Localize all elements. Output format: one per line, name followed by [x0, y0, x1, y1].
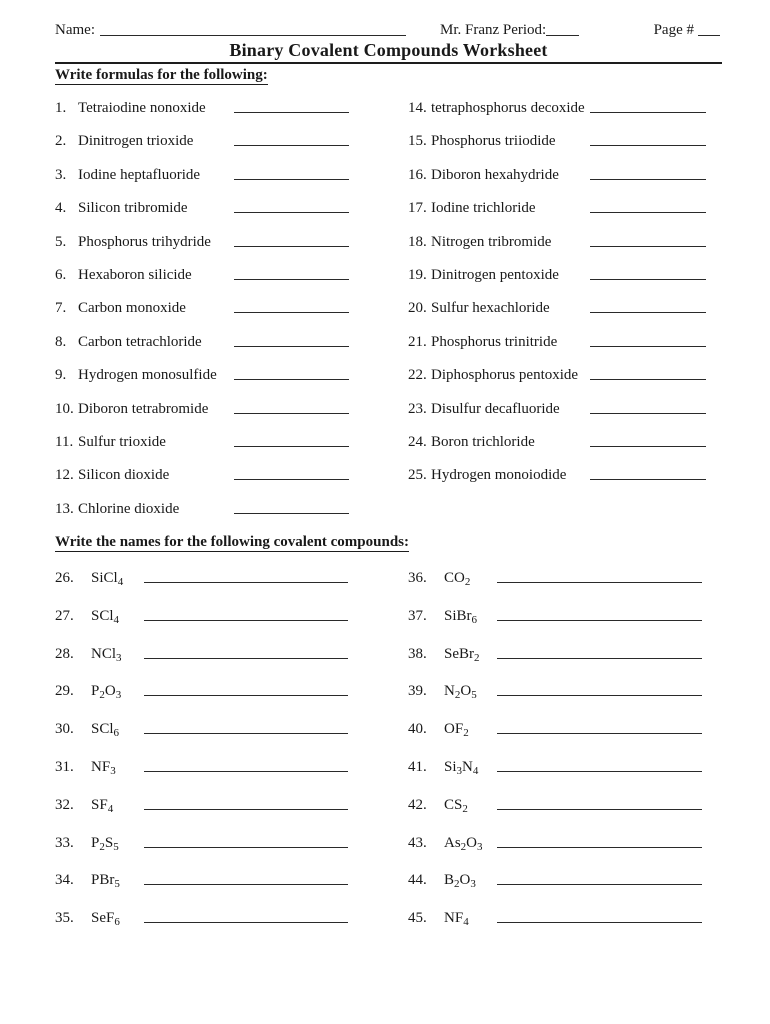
compound-formula: SiBr$_6$	[444, 607, 478, 626]
compound-formula: $CS_2$	[444, 796, 468, 815]
worksheet-item	[55, 682, 408, 720]
worksheet-item	[408, 299, 722, 332]
worksheet-item	[55, 871, 408, 909]
worksheet-item	[408, 607, 722, 645]
item-number: 35.	[55, 910, 74, 927]
answer-blank[interactable]	[144, 884, 348, 885]
answer-blank[interactable]	[234, 379, 349, 380]
page-number-group	[654, 21, 720, 39]
worksheet-item	[408, 834, 722, 872]
item-number: 1.	[55, 100, 67, 116]
answer-blank[interactable]	[497, 922, 702, 923]
worksheet-item	[408, 166, 722, 199]
item-number: 44.	[408, 872, 427, 889]
answer-blank[interactable]	[497, 771, 702, 772]
section1-heading-wrap	[55, 66, 722, 85]
answer-blank[interactable]	[234, 212, 349, 213]
worksheet-item	[55, 333, 408, 366]
answer-blank[interactable]	[144, 695, 348, 696]
answer-blank[interactable]	[590, 312, 706, 313]
item-number: 38.	[408, 645, 427, 662]
item-number: 25.	[408, 467, 427, 484]
answer-blank[interactable]	[497, 847, 702, 848]
answer-blank[interactable]	[144, 582, 348, 583]
answer-blank[interactable]	[144, 809, 348, 810]
compound-name: Nitrogen tribromide	[431, 233, 552, 250]
item-number: 29.	[55, 683, 74, 700]
compound-formula: SeF$_6$	[91, 910, 120, 929]
worksheet-item	[408, 645, 722, 683]
item-number: 28.	[55, 645, 74, 662]
item-number: 30.	[55, 721, 74, 738]
compound-formula: $Si_3N_4$	[444, 759, 479, 778]
compound-formula: $NF_3$	[91, 759, 116, 778]
worksheet-item	[408, 682, 722, 720]
period-blank[interactable]	[546, 24, 579, 36]
compound-formula: SCl$_6$	[91, 721, 120, 740]
item-number: 20.	[408, 300, 427, 317]
section2-questions	[55, 569, 722, 947]
item-number: 14.	[408, 100, 427, 116]
worksheet-item	[55, 99, 408, 132]
compound-formula: $B_2O_3$	[444, 872, 476, 891]
item-number: 3.	[55, 166, 67, 183]
title-rule	[55, 62, 722, 64]
section2-left-column	[55, 569, 408, 947]
page-content	[55, 0, 722, 947]
worksheet-item	[408, 132, 722, 165]
worksheet-item	[55, 266, 408, 299]
item-number: 27.	[55, 607, 74, 624]
answer-blank[interactable]	[144, 658, 348, 659]
answer-blank[interactable]	[234, 179, 349, 180]
item-number: 19.	[408, 266, 427, 283]
answer-blank[interactable]	[497, 695, 702, 696]
compound-name: Carbon monoxide	[78, 300, 186, 317]
compound-name: Diboron hexahydride	[431, 166, 559, 183]
answer-blank[interactable]	[144, 620, 348, 621]
section1-heading: Write formulas for the following:	[55, 67, 268, 83]
answer-blank[interactable]	[590, 212, 706, 213]
compound-formula: NCl$_3$	[91, 645, 122, 664]
answer-blank[interactable]	[234, 279, 349, 280]
answer-blank[interactable]	[590, 446, 706, 447]
answer-blank[interactable]	[497, 582, 702, 583]
answer-blank[interactable]	[234, 346, 349, 347]
page-number-blank[interactable]	[698, 24, 720, 36]
compound-name: Iodine heptafluoride	[78, 166, 201, 183]
page-label: Page #	[653, 22, 694, 38]
worksheet-item	[408, 871, 722, 909]
answer-blank[interactable]	[590, 413, 706, 414]
worksheet-item	[408, 433, 722, 466]
item-number: 42.	[408, 796, 427, 813]
answer-blank[interactable]	[590, 179, 706, 180]
item-number: 16.	[408, 166, 427, 183]
item-number: 4.	[55, 200, 67, 217]
compound-name: tetraphosphorus decoxide	[431, 100, 585, 116]
section2-heading: Write the names for the following covalent compounds:	[55, 534, 410, 551]
compound-formula: $N_2O_5$	[444, 683, 477, 702]
compound-name: Dinitrogen trioxide	[78, 133, 194, 150]
answer-blank[interactable]	[497, 884, 702, 885]
answer-blank[interactable]	[144, 733, 348, 734]
worksheet-item	[408, 400, 722, 433]
item-number: 6.	[55, 266, 67, 283]
item-number: 17.	[408, 200, 427, 217]
item-number: 37.	[408, 607, 427, 624]
compound-name: Silicon dioxide	[78, 467, 170, 484]
answer-blank[interactable]	[590, 246, 706, 247]
answer-blank[interactable]	[234, 112, 349, 113]
answer-blank[interactable]	[234, 312, 349, 313]
answer-blank[interactable]	[234, 479, 349, 480]
worksheet-item	[55, 299, 408, 332]
section2-heading-wrap	[55, 533, 722, 552]
compound-formula: $SF_4$	[91, 796, 114, 815]
teacher-period-label: Mr. Franz Period:	[439, 22, 547, 38]
answer-blank[interactable]	[144, 847, 348, 848]
section1-right-column	[408, 99, 722, 533]
compound-formula: PBr$_5$	[91, 872, 120, 891]
header	[55, 21, 722, 39]
answer-blank[interactable]	[590, 379, 706, 380]
item-number: 45.	[408, 910, 427, 927]
worksheet-item	[408, 333, 722, 366]
answer-blank[interactable]	[234, 145, 349, 146]
compound-formula: $P_2S_5$	[91, 834, 119, 853]
worksheet-item	[408, 758, 722, 796]
compound-formula: $NF_4$	[444, 910, 469, 929]
worksheet-item	[55, 909, 408, 947]
worksheet-item	[55, 199, 408, 232]
answer-blank[interactable]	[590, 346, 706, 347]
compound-formula: SeBr$_2$	[444, 645, 480, 664]
item-number: 8.	[55, 333, 67, 350]
item-number: 9.	[55, 367, 67, 384]
compound-name: Chlorine dioxide	[78, 500, 180, 517]
item-number: 15.	[408, 133, 427, 150]
worksheet-item	[55, 607, 408, 645]
item-number: 26.	[55, 570, 74, 587]
worksheet-item	[55, 433, 408, 466]
compound-formula: $CO_2$	[444, 570, 471, 589]
section2-right-column	[408, 569, 722, 947]
compound-name: Carbon tetrachloride	[78, 333, 202, 350]
item-number: 10.	[55, 400, 74, 417]
worksheet-item	[408, 99, 722, 132]
worksheet-item	[408, 366, 722, 399]
compound-name: Dinitrogen pentoxide	[431, 266, 559, 283]
worksheet-item	[55, 720, 408, 758]
item-number: 23.	[408, 400, 427, 417]
compound-formula: $As_2O_3$	[444, 834, 483, 853]
item-number: 32.	[55, 796, 74, 813]
name-label: Name:	[55, 22, 95, 38]
answer-blank[interactable]	[497, 809, 702, 810]
compound-name: Phosphorus triiodide	[431, 133, 556, 150]
worksheet-item	[55, 400, 408, 433]
name-blank[interactable]	[100, 24, 406, 36]
worksheet-item	[55, 569, 408, 607]
worksheet-item	[55, 166, 408, 199]
item-number: 12.	[55, 467, 74, 484]
compound-name: Iodine trichloride	[431, 200, 536, 217]
compound-name: Diphosphorus pentoxide	[431, 367, 579, 384]
item-number: 39.	[408, 683, 427, 700]
item-number: 43.	[408, 834, 427, 851]
answer-blank[interactable]	[144, 922, 348, 923]
item-number: 2.	[55, 133, 67, 150]
item-number: 21.	[408, 333, 427, 350]
answer-blank[interactable]	[590, 145, 706, 146]
worksheet-item	[55, 834, 408, 872]
compound-name: Hydrogen monosulfide	[78, 367, 217, 384]
compound-formula: $P_2O_3$	[91, 683, 122, 702]
worksheet-item	[55, 233, 408, 266]
item-number: 5.	[55, 233, 67, 250]
compound-name: Boron trichloride	[431, 433, 535, 450]
compound-name: Silicon tribromide	[78, 200, 188, 217]
item-number: 40.	[408, 721, 427, 738]
answer-blank[interactable]	[234, 246, 349, 247]
compound-name: Phosphorus trinitride	[431, 333, 558, 350]
compound-formula: $OF_2$	[444, 721, 469, 740]
compound-name: Sulfur hexachloride	[431, 300, 550, 317]
item-number: 33.	[55, 834, 74, 851]
worksheet-item	[408, 909, 722, 947]
worksheet-item	[55, 645, 408, 683]
compound-name: Disulfur decafluoride	[431, 400, 560, 417]
answer-blank[interactable]	[590, 112, 706, 113]
item-number: 34.	[55, 872, 74, 889]
compound-name: Tetraiodine nonoxide	[78, 100, 206, 116]
worksheet-item	[408, 720, 722, 758]
compound-formula: SCl$_4$	[91, 607, 120, 626]
compound-name: Hydrogen monoiodide	[431, 467, 567, 484]
item-number: 18.	[408, 233, 427, 250]
item-number: 24.	[408, 433, 427, 450]
worksheet-item	[55, 758, 408, 796]
worksheet-item	[408, 796, 722, 834]
compound-name: Phosphorus trihydride	[78, 233, 211, 250]
worksheet-item	[408, 233, 722, 266]
teacher-period-group	[440, 21, 579, 39]
compound-name: Hexaboron silicide	[78, 266, 192, 283]
item-number: 22.	[408, 367, 427, 384]
worksheet-item	[55, 366, 408, 399]
section1-left-column	[55, 99, 408, 533]
section1-questions	[55, 99, 722, 533]
compound-name: Diboron tetrabromide	[78, 400, 209, 417]
answer-blank[interactable]	[234, 413, 349, 414]
answer-blank[interactable]	[497, 733, 702, 734]
worksheet-item	[55, 132, 408, 165]
item-number: 11.	[55, 433, 74, 450]
page-title: Binary Covalent Compounds Worksheet	[229, 40, 548, 60]
item-number: 13.	[55, 500, 74, 517]
item-number: 36.	[408, 570, 427, 587]
answer-blank[interactable]	[234, 446, 349, 447]
compound-name: Sulfur trioxide	[78, 433, 166, 450]
worksheet-item	[408, 569, 722, 607]
answer-blank[interactable]	[497, 658, 702, 659]
worksheet-item	[408, 199, 722, 232]
worksheet-item	[408, 266, 722, 299]
worksheet-item	[408, 466, 722, 499]
compound-formula: SiCl$_4$	[91, 570, 124, 589]
worksheet-item	[55, 500, 408, 533]
answer-blank[interactable]	[497, 620, 702, 621]
worksheet-item	[55, 796, 408, 834]
answer-blank[interactable]	[590, 479, 706, 480]
item-number: 7.	[55, 300, 67, 317]
item-number: 41.	[408, 759, 427, 776]
answer-blank[interactable]	[144, 771, 348, 772]
item-number: 31.	[55, 759, 74, 776]
answer-blank[interactable]	[590, 279, 706, 280]
answer-blank[interactable]	[234, 513, 349, 514]
worksheet-item	[55, 466, 408, 499]
